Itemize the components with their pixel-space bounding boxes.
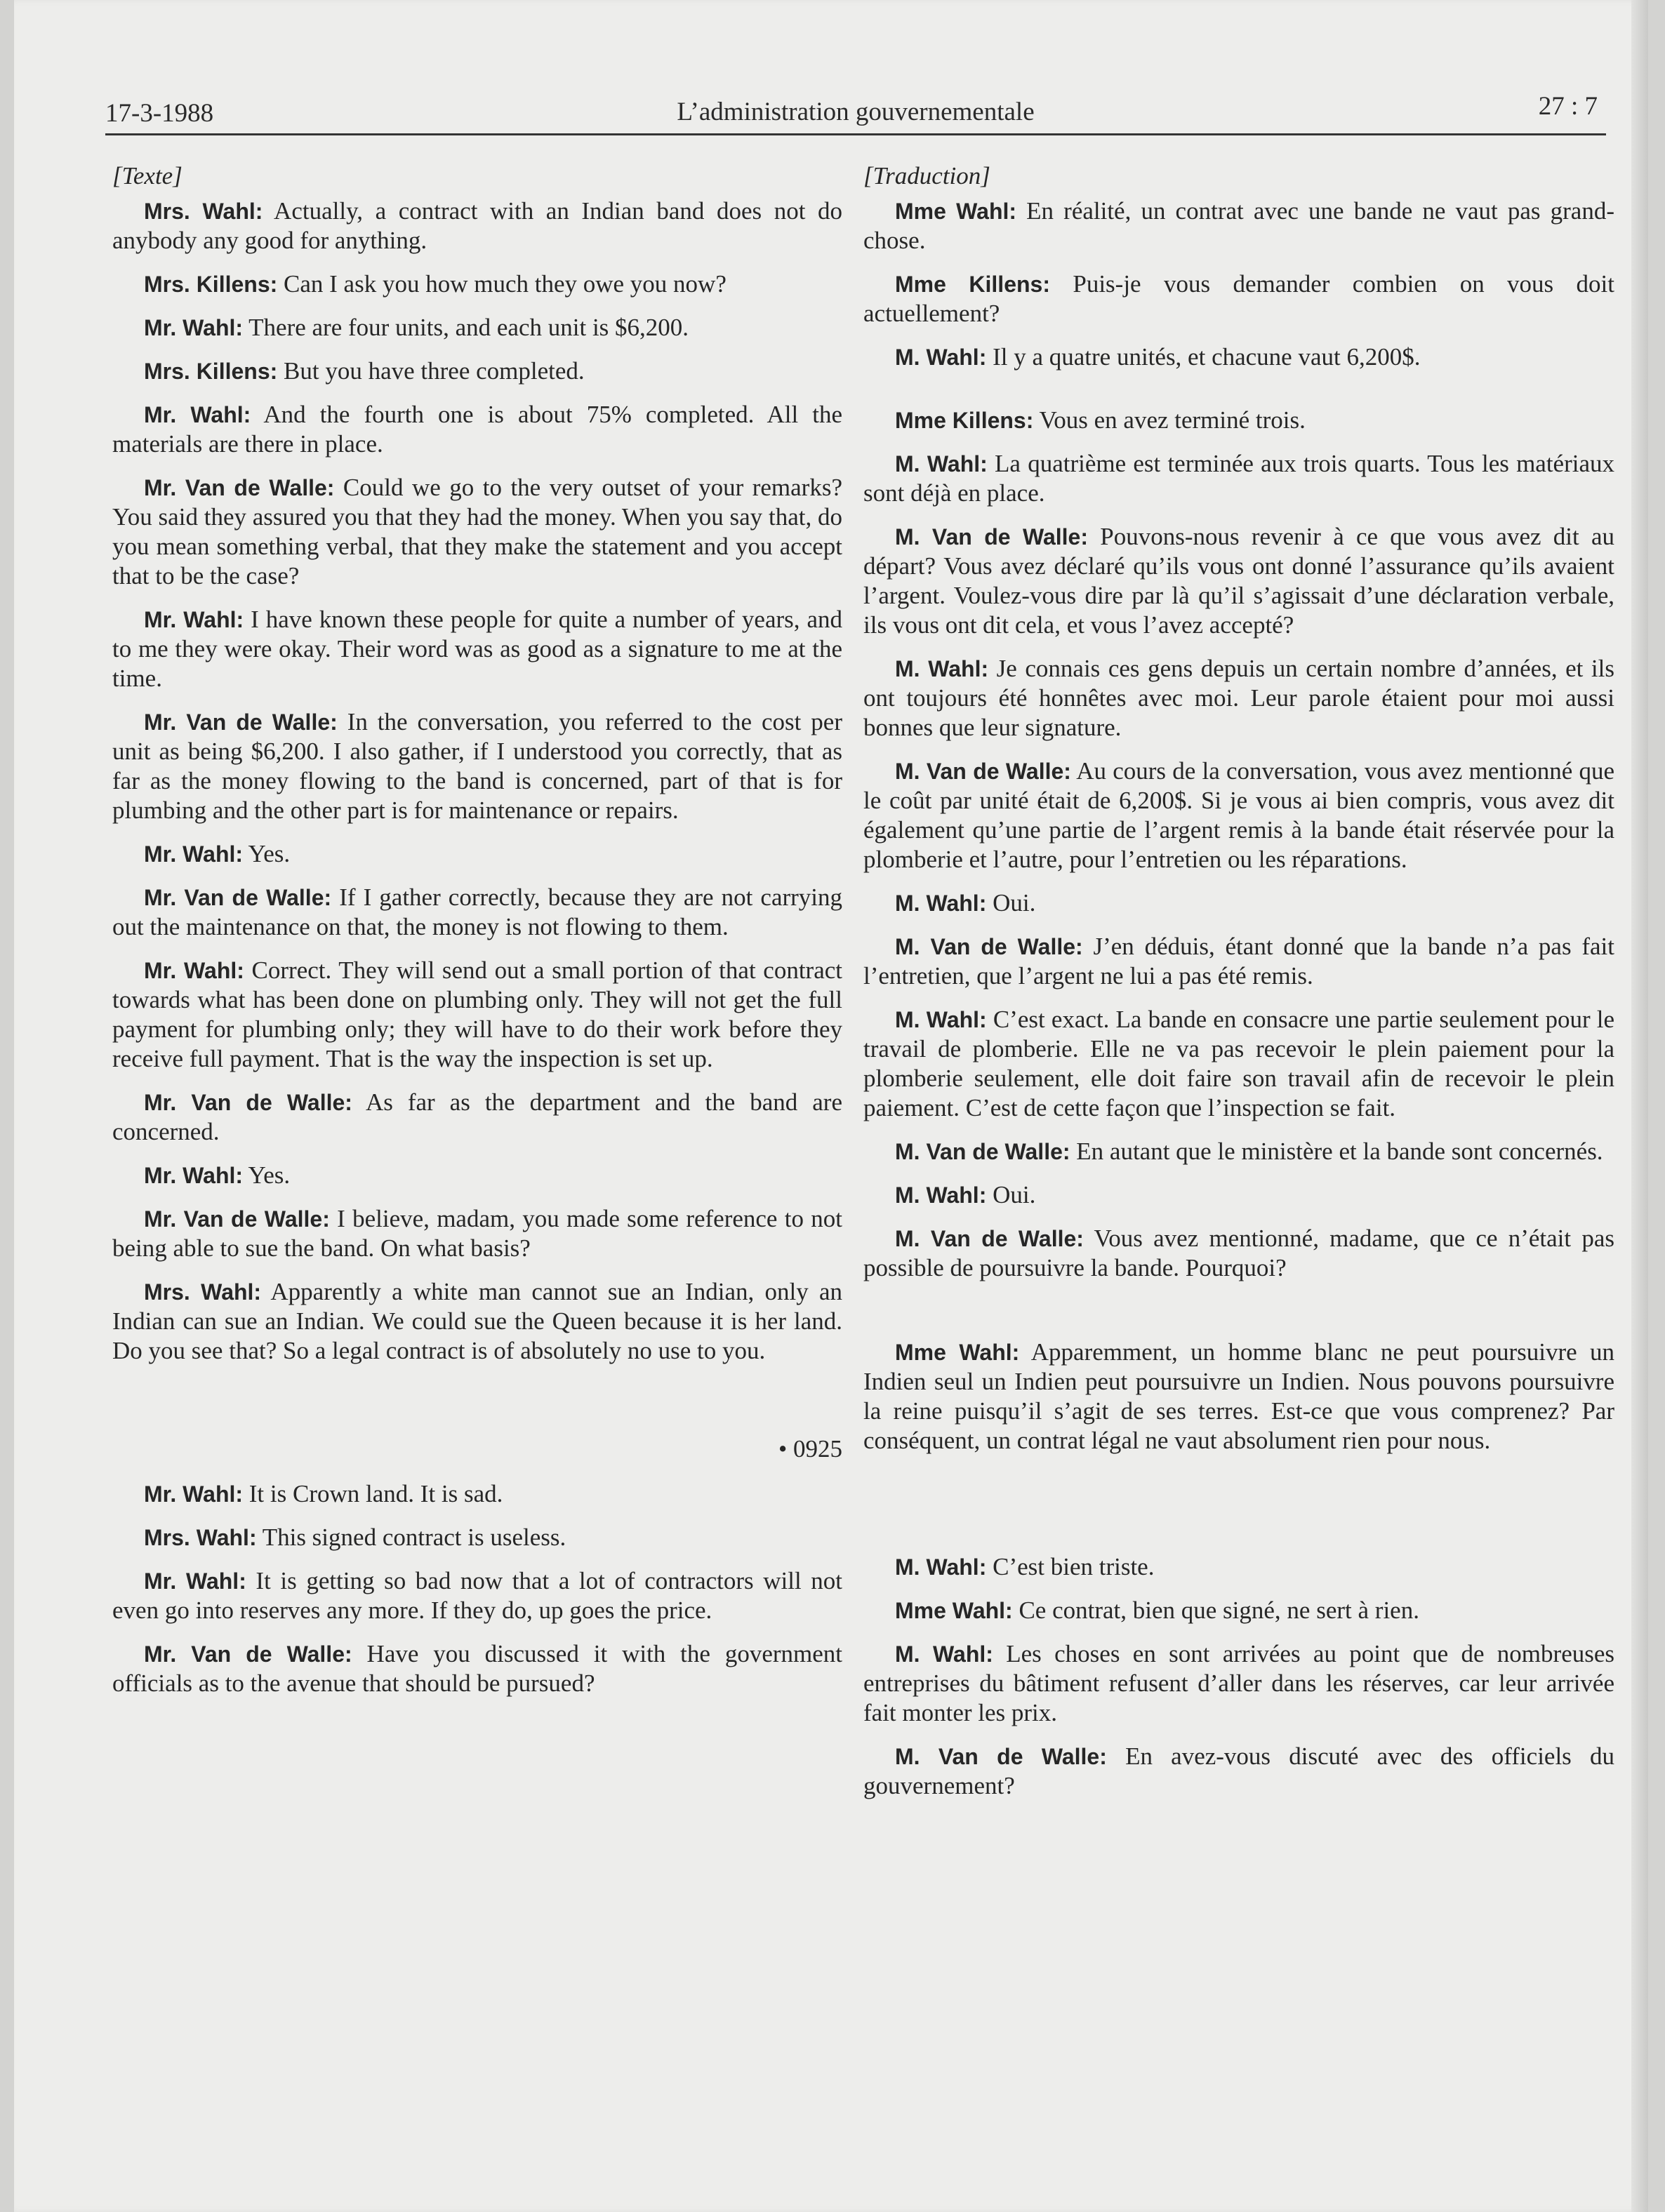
- transcript-paragraph: [863, 1742, 1614, 1801]
- transcript-paragraph: [863, 1596, 1614, 1625]
- speaker-name: Mr. Wahl:: [144, 402, 251, 427]
- transcript-paragraph: [863, 406, 1614, 435]
- column-french: [863, 161, 1614, 1815]
- speech-text: Apparently a white man cannot sue an Indian, only an Indian can sue an Indian. We could sue the Queen because it is her land. Do you see that? So a legal contract is of absolutely no use to you.: [112, 1278, 842, 1364]
- column-english: [112, 161, 842, 1712]
- transcript-paragraph: [863, 1005, 1614, 1123]
- header-date: 17-3-1988: [105, 99, 214, 128]
- transcript-paragraph: [112, 1566, 842, 1625]
- transcript-paragraph: [863, 1639, 1614, 1728]
- speaker-name: M. Van de Walle:: [895, 1226, 1084, 1251]
- column-spacer: [863, 1470, 1614, 1552]
- speech-text: Il y a quatre unités, et chacune vaut 6,200$.: [986, 343, 1421, 371]
- speaker-name: M. Wahl:: [895, 1007, 987, 1032]
- speech-text: In the conversation, you referred to the cost per unit as being $6,200. I also gather, if I understood you correctly, that as far as the money flowing to the band is concerned, part of that is for plumbing and the other part is for maintenance or repairs.: [112, 708, 842, 824]
- column-label-traduction: [Traduction]: [863, 162, 990, 189]
- speech-text: En avez-vous discuté avec des officiels du gouvernement?: [863, 1743, 1614, 1799]
- transcript-paragraph: [112, 956, 842, 1074]
- transcript-paragraph: [112, 1204, 842, 1263]
- transcript-paragraph: [112, 357, 842, 386]
- speaker-name: M. Wahl:: [895, 891, 987, 916]
- column-label-texte: [Texte]: [112, 162, 183, 189]
- speech-text: Correct. They will send out a small portion of that contract towards what has been done on plumbing only. They will not get the full payment for plumbing only; they will have to do their work before they receive full payment. That is the way the inspection is set up.: [112, 957, 843, 1072]
- speech-text: Vous avez mentionné, madame, que ce n’était pas possible de poursuivre la bande. Pourquoi?: [863, 1225, 1614, 1281]
- transcript-paragraph: [112, 1277, 842, 1366]
- transcript-paragraph: [863, 1180, 1614, 1210]
- speech-text: Have you discussed it with the government officials as to the avenue that should be pursued?: [112, 1640, 843, 1697]
- speaker-name: Mme Wahl:: [895, 1598, 1013, 1623]
- speech-text: As far as the department and the band are concerned.: [112, 1088, 842, 1145]
- column-label-text: Texte: [121, 162, 173, 189]
- transcript-paragraph: [112, 1161, 842, 1190]
- column-label-text: Traduction: [873, 162, 981, 189]
- document-page: [14, 0, 1648, 2212]
- transcript-paragraph: [112, 1523, 842, 1552]
- transcript-paragraph: [863, 1552, 1614, 1582]
- speaker-name: Mr. Wahl:: [144, 607, 244, 632]
- header-page-number: 27 : 7: [1538, 92, 1598, 121]
- speech-text: Yes.: [243, 1161, 291, 1189]
- column-spacer: [112, 1380, 842, 1420]
- speaker-name: M. Wahl:: [895, 451, 988, 477]
- speaker-name: Mr. Wahl:: [144, 1568, 246, 1594]
- transcript-paragraph: [863, 522, 1614, 640]
- transcript-paragraph: [112, 269, 842, 299]
- transcript-paragraph: [112, 1479, 842, 1509]
- transcript-paragraph: [863, 449, 1614, 508]
- speech-text: Au cours de la conversation, vous avez mentionné que le coût par unité était de 6,200$. Si je vous ai bien compris, vous avez dit également qu’une partie de l’argent remis à la bande était réservée pour la plomberie et l’autre, pour l’entretien ou les réparations.: [863, 757, 1614, 873]
- speaker-name: Mme Killens:: [895, 272, 1050, 297]
- column-spacer: [863, 1297, 1614, 1338]
- speaker-name: M. Wahl:: [895, 1641, 993, 1667]
- timestamp-marker: • 0925: [778, 1435, 842, 1463]
- transcript-paragraph: [112, 605, 842, 693]
- speaker-name: M. Van de Walle:: [895, 759, 1071, 784]
- speaker-name: Mrs. Killens:: [144, 359, 278, 384]
- speaker-name: Mrs. Killens:: [144, 272, 278, 297]
- speaker-name: M. Wahl:: [895, 1182, 987, 1208]
- transcript-paragraph: [863, 1224, 1614, 1283]
- speaker-name: M. Wahl:: [895, 656, 989, 681]
- speech-text: Puis-je vous demander combien on vous doit actuellement?: [863, 270, 1614, 327]
- transcript-paragraph: [863, 1137, 1614, 1166]
- transcript-paragraph: [112, 1088, 842, 1147]
- speaker-name: Mr. Van de Walle:: [144, 1206, 330, 1232]
- speech-text: Oui.: [986, 1181, 1036, 1208]
- transcript-paragraph: [863, 269, 1614, 328]
- speech-text: En autant que le ministère et la bande sont concernés.: [1070, 1138, 1603, 1165]
- speech-text: I believe, madam, you made some reference to not being able to sue the band. On what basis?: [112, 1205, 842, 1262]
- page-header: [105, 88, 1606, 138]
- transcript-paragraph: [112, 1639, 842, 1698]
- speaker-name: M. Van de Walle:: [895, 1139, 1070, 1164]
- transcript-paragraph: [863, 654, 1614, 742]
- speaker-name: Mr. Van de Walle:: [144, 475, 335, 500]
- header-title: L’administration gouvernementale: [677, 98, 1035, 126]
- speech-text: Can I ask you how much they owe you now?: [277, 270, 727, 298]
- speech-text: I have known these people for quite a number of years, and to me they were okay. Their word was as good as a signature to me at the time.: [112, 606, 842, 692]
- transcript-paragraph: [112, 400, 842, 459]
- speaker-name: Mr. Van de Walle:: [144, 1090, 352, 1115]
- transcript-paragraph: [112, 473, 842, 591]
- speech-text: But you have three completed.: [277, 357, 585, 385]
- speaker-name: Mr. Wahl:: [144, 1481, 244, 1507]
- speech-text: C’est exact. La bande en consacre une partie seulement pour le travail de plomberie. Elle ne va pas recevoir le plein paiement pour la plomberie seulement, elle doit faire son travail afin de recevoir le plein paiement. C’est de cette façon que l’inspection se fait.: [863, 1006, 1614, 1121]
- speech-text: Apparemment, un homme blanc ne peut poursuivre un Indien seul un Indien peut poursuivre un Indien. Nous pouvons poursuivre la reine puisqu’il s’agit de ses terres. Est-ce que vous comprenez? Par conséquent, un contrat légal ne vaut absolument rien pour nous.: [863, 1338, 1615, 1454]
- transcript-paragraph: [863, 757, 1614, 874]
- transcript-paragraph: [112, 313, 842, 342]
- speaker-name: Mr. Wahl:: [144, 841, 244, 867]
- transcript-paragraph: [863, 932, 1614, 991]
- speaker-name: Mr. Wahl:: [144, 1163, 244, 1188]
- speech-text: Actually, a contract with an Indian band does not do anybody any good for anything.: [112, 197, 842, 254]
- speech-text: Could we go to the very outset of your remarks? You said they assured you that they had the money. When you say that, do you mean something verbal, that they make the statement and you accept that to be the case?: [112, 474, 842, 589]
- speech-text: Je connais ces gens depuis un certain nombre d’années, et ils ont toujours été honnêtes avec moi. Leur parole étaient pour moi aussi bonnes que leur signature.: [863, 655, 1615, 741]
- speech-text: Les choses en sont arrivées au point que de nombreuses entreprises du bâtiment refusent d’aller dans les réserves, car leur arrivée fait monter les prix.: [863, 1640, 1615, 1726]
- speaker-name: Mrs. Wahl:: [144, 1279, 262, 1305]
- speaker-name: Mme Killens:: [895, 408, 1034, 433]
- speech-text: It is getting so bad now that a lot of contractors will not even go into reserves any more. If they do, up goes the price.: [112, 1567, 842, 1624]
- speech-text: This signed contract is useless.: [256, 1524, 566, 1551]
- speaker-name: Mme Wahl:: [895, 1340, 1020, 1365]
- speaker-name: M. Van de Walle:: [895, 1744, 1107, 1769]
- transcript-paragraph: [863, 888, 1614, 918]
- transcript-paragraph: [112, 707, 842, 825]
- speaker-name: Mr. Van de Walle:: [144, 885, 332, 910]
- speech-text: J’en déduis, étant donné que la bande n’a pas fait l’entretien, que l’argent ne lui a pas été remis.: [863, 933, 1615, 990]
- speaker-name: Mme Wahl:: [895, 199, 1017, 224]
- speaker-name: Mrs. Wahl:: [144, 199, 263, 224]
- speech-text: Ce contrat, bien que signé, ne sert à rien.: [1012, 1597, 1419, 1624]
- transcript-paragraph: [112, 196, 842, 255]
- speaker-name: Mrs. Wahl:: [144, 1525, 257, 1550]
- transcript-paragraph: [112, 839, 842, 869]
- speech-text: And the fourth one is about 75% completed. All the materials are there in place.: [112, 401, 843, 458]
- speech-text: En réalité, un contrat avec une bande ne vaut pas grand-chose.: [863, 197, 1614, 254]
- speech-text: There are four units, and each unit is $6,200.: [243, 314, 689, 341]
- speech-text: It is Crown land. It is sad.: [243, 1480, 503, 1507]
- transcript-paragraph: [112, 883, 842, 942]
- page-edge: [1631, 0, 1648, 2212]
- transcript-paragraph: [863, 196, 1614, 255]
- speaker-name: Mr. Wahl:: [144, 958, 244, 983]
- speaker-name: Mr. Van de Walle:: [144, 1641, 352, 1667]
- speaker-name: M. Van de Walle:: [895, 524, 1089, 549]
- speech-text: La quatrième est terminée aux trois quarts. Tous les matériaux sont déjà en place.: [863, 450, 1615, 507]
- speech-text: If I gather correctly, because they are not carrying out the maintenance on that, the money is not flowing to them.: [112, 884, 843, 940]
- speaker-name: M. Wahl:: [895, 345, 987, 370]
- speaker-name: Mr. Van de Walle:: [144, 709, 338, 735]
- speaker-name: Mr. Wahl:: [144, 315, 244, 340]
- speaker-name: M. Van de Walle:: [895, 934, 1083, 959]
- header-rule: [105, 133, 1606, 135]
- speech-text: Oui.: [986, 889, 1036, 917]
- speech-text: C’est bien triste.: [986, 1553, 1155, 1580]
- speaker-name: M. Wahl:: [895, 1554, 987, 1580]
- speech-text: Yes.: [243, 840, 291, 867]
- transcript-paragraph: [863, 1338, 1614, 1455]
- speech-text: Vous en avez terminé trois.: [1033, 406, 1306, 434]
- speech-text: Pouvons-nous revenir à ce que vous avez dit au départ? Vous avez déclaré qu’ils vous ont donné l’assurance qu’ils avaient l’argent. Voulez-vous dire par là qu’il s’agissait d’une déclaration verbale, ils vous ont dit cela, et vous l’avez accepté?: [863, 523, 1615, 639]
- column-spacer: [863, 386, 1614, 406]
- transcript-paragraph: [863, 342, 1614, 372]
